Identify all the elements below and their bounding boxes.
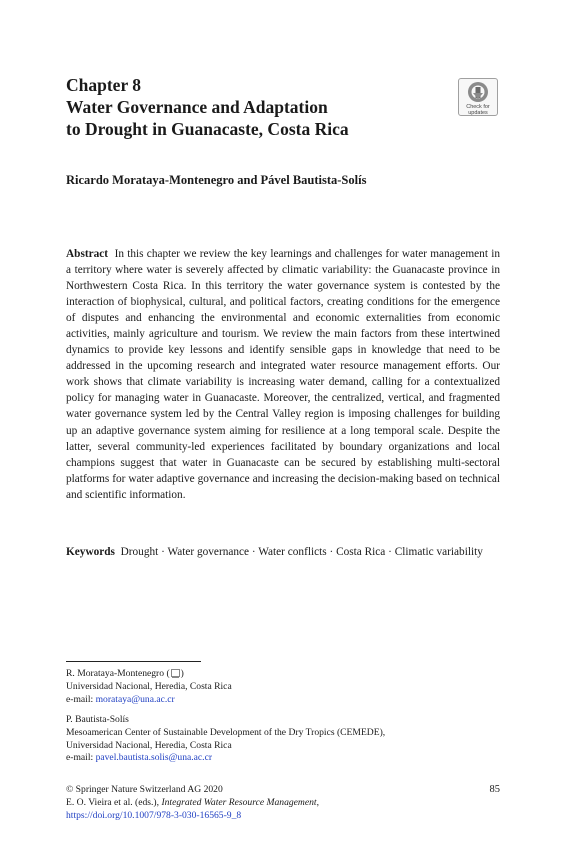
affiliation-2-email-label: e-mail: [66,752,94,764]
affiliation-1-email-label: e-mail: [66,693,94,705]
keywords [66,544,500,560]
authors: Ricardo Morataya-Montenegro and Pável Bautista-Solís [66,173,367,187]
badge-line-1: Check for [466,104,490,110]
keywords-text: Drought · Water governance · Water conflicts · Costa Rica · Climatic variability [120,546,483,558]
affiliation-1-email-link[interactable]: morataya@una.ac.cr [95,693,175,705]
footnote-rule [66,661,201,662]
chapter-title [66,96,446,140]
badge-line-2: updates [468,110,488,116]
abstract [66,246,500,503]
keywords-label: Keywords [66,546,115,558]
page-footer [66,784,500,822]
affiliation-2-institution-line-2: Universidad Nacional, Heredia, Costa Rica [66,739,232,751]
check-for-updates-badge[interactable] [458,78,498,116]
citation-prefix: E. O. Vieira et al. (eds.), [66,796,160,808]
abstract-label: Abstract [66,248,109,260]
chapter-title-line-2: to Drought in Guanacaste, Costa Rica [66,119,349,139]
affiliation-2-name: P. Bautista-Solís [66,714,129,725]
chapter-label: Chapter 8 [66,75,142,95]
affiliation-2-institution-line-1: Mesoamerican Center of Sustainable Development of the Dry Tropics (CEMEDE), [66,726,386,738]
book-title: Integrated Water Resource Management [161,796,317,808]
affiliation-2-email-link[interactable]: pavel.bautista.solis@una.ac.cr [95,752,213,764]
page-number: 85 [489,784,500,795]
citation-suffix: , [316,796,319,808]
doi-link[interactable]: https://doi.org/10.1007/978-3-030-16565-9_8 [66,809,242,821]
affiliation-1: R. Morataya-Montenegro ( ) Universidad Nacional, Heredia, Costa Rica e-mail: morataya@una.ac.cr [66,668,506,706]
abstract-text: In this chapter we review the key learnings and challenges for water management in a territory where water is severely affected by climatic variability: the Guanacaste province in Northwestern Costa Rica. In this territory the water governance system is contested by the interaction of biophysical, cultural, and political factors, creating conditions for the emergence of disputes and enhancing the environmental and economic externalities from economic activities, mainly agriculture and tourism. We review the main factors from these intertwined dynamics to provide key lessons and identify sensible gaps in knowledge that need to be addressed in the upcoming research and integrated water resource management efforts. Our work shows that climate variability is increasing water demand, calling for a contextualized policy for managing water in Guanacaste. Moreover, the centralized, vertical, and fragmented water governance system led by the Central Valley region is imposing challenges for building up an adaptive governance system aiming for resilience at a long temporal scale. Despite the latter, several community-led experiences facilitated by boundary organizations and local champions suggest that water in Guanacaste can be secured by establishing multi-sectoral platforms for water adaptive governance and increasing the decision-making based on technical and scientific information. [66,248,500,501]
affiliation-1-name: R. Morataya-Montenegro [66,668,165,679]
copyright-notice: © Springer Nature Switzerland AG 2020 [66,784,223,795]
affiliation-2 [66,714,506,765]
check-updates-icon [467,81,489,103]
chapter-title-line-1: Water Governance and Adaptation [66,97,328,117]
envelope-icon[interactable] [171,669,180,677]
affiliation-1-institution: Universidad Nacional, Heredia, Costa Rica [66,680,232,692]
